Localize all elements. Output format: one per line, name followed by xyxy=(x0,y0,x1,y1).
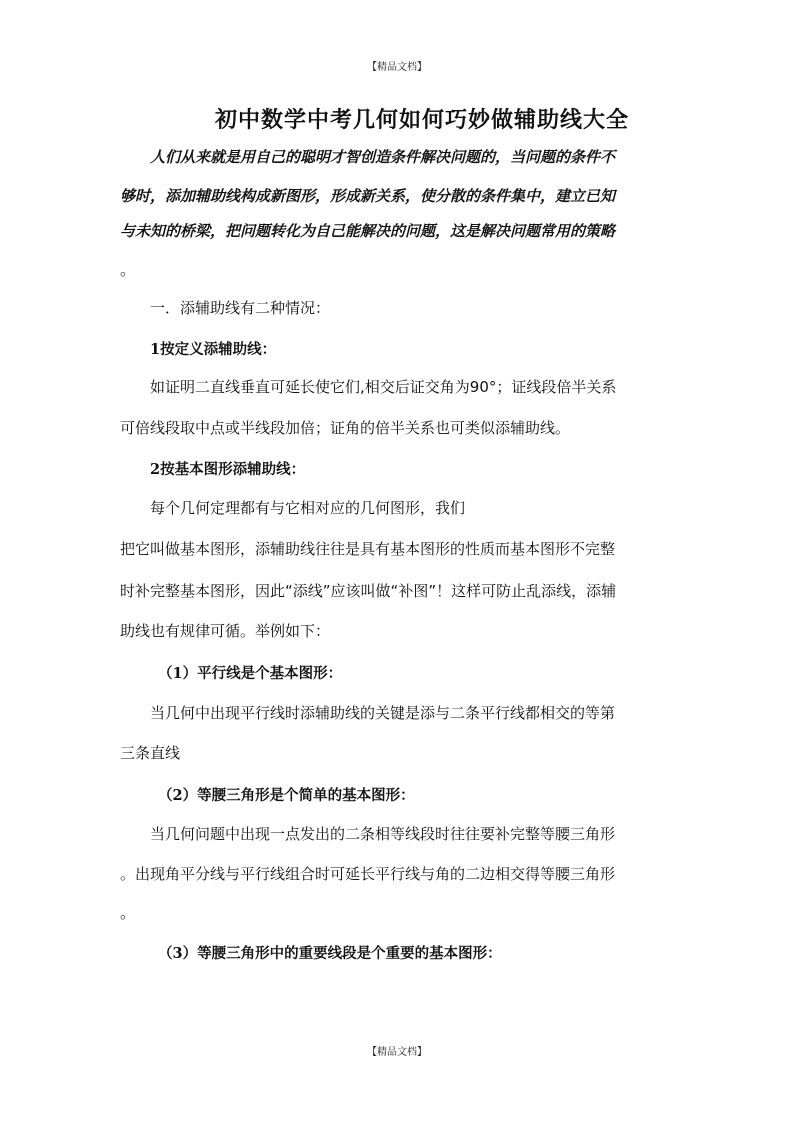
subheading-4: （2）等腰三角形是个简单的基本图形： xyxy=(158,787,415,804)
paragraph-2-line-4: 助线也有规律可循。举例如下： xyxy=(120,622,331,640)
paragraph-2-line-2: 把它叫做基本图形，添辅助线往往是具有基本图形的性质而基本图形不完整 xyxy=(120,540,616,558)
intro-line-3: 与未知的桥梁，把问题转化为自己能解决的问题，这是解决问题常用的策略 xyxy=(120,222,616,240)
subheading-1: 1按定义添辅助线： xyxy=(150,341,277,358)
page-header: 【精品文档】 xyxy=(367,62,427,73)
paragraph-4-line-1: 当几何问题中出现一点发出的二条相等线段时往往要补完整等腰三角形 xyxy=(150,825,616,843)
subheading-2: 2按基本图形添辅助线： xyxy=(150,461,306,478)
paragraph-2-line-1: 每个几何定理都有与它相对应的几何图形，我们 xyxy=(150,499,466,517)
subheading-3: （1）平行线是个基本图形： xyxy=(158,665,343,682)
document-title: 初中数学中考几何如何巧妙做辅助线大全 xyxy=(214,107,629,133)
intro-line-4: 。 xyxy=(120,261,136,279)
subheading-5: （3）等腰三角形中的重要线段是个重要的基本图形： xyxy=(158,945,502,962)
paragraph-4-line-3: 。 xyxy=(120,904,136,922)
paragraph-1-line-1: 如证明二直线垂直可延长使它们,相交后证交角为90°；证线段倍半关系 xyxy=(150,378,617,396)
paragraph-3-line-2: 三条直线 xyxy=(120,744,181,762)
section-heading-1: 一．添辅助线有二种情况： xyxy=(150,299,331,317)
intro-line-2: 够时，添加辅助线构成新图形，形成新关系，使分散的条件集中，建立已知 xyxy=(120,187,616,205)
paragraph-3-line-1: 当几何中出现平行线时添辅助线的关键是添与二条平行线都相交的等第 xyxy=(150,704,616,722)
paragraph-2-line-3: 时补完整基本图形，因此“添线”应该叫做“补图”！这样可防止乱添线，添辅 xyxy=(120,582,617,600)
intro-line-1: 人们从来就是用自己的聪明才智创造条件解决问题的，当问题的条件不 xyxy=(150,148,616,166)
page-footer: 【精品文档】 xyxy=(367,1047,427,1058)
paragraph-1-line-2: 可倍线段取中点或半线段加倍；证角的倍半关系也可类似添辅助线。 xyxy=(120,419,571,437)
paragraph-4-line-2: 。出现角平分线与平行线组合时可延长平行线与角的二边相交得等腰三角形 xyxy=(120,865,616,883)
